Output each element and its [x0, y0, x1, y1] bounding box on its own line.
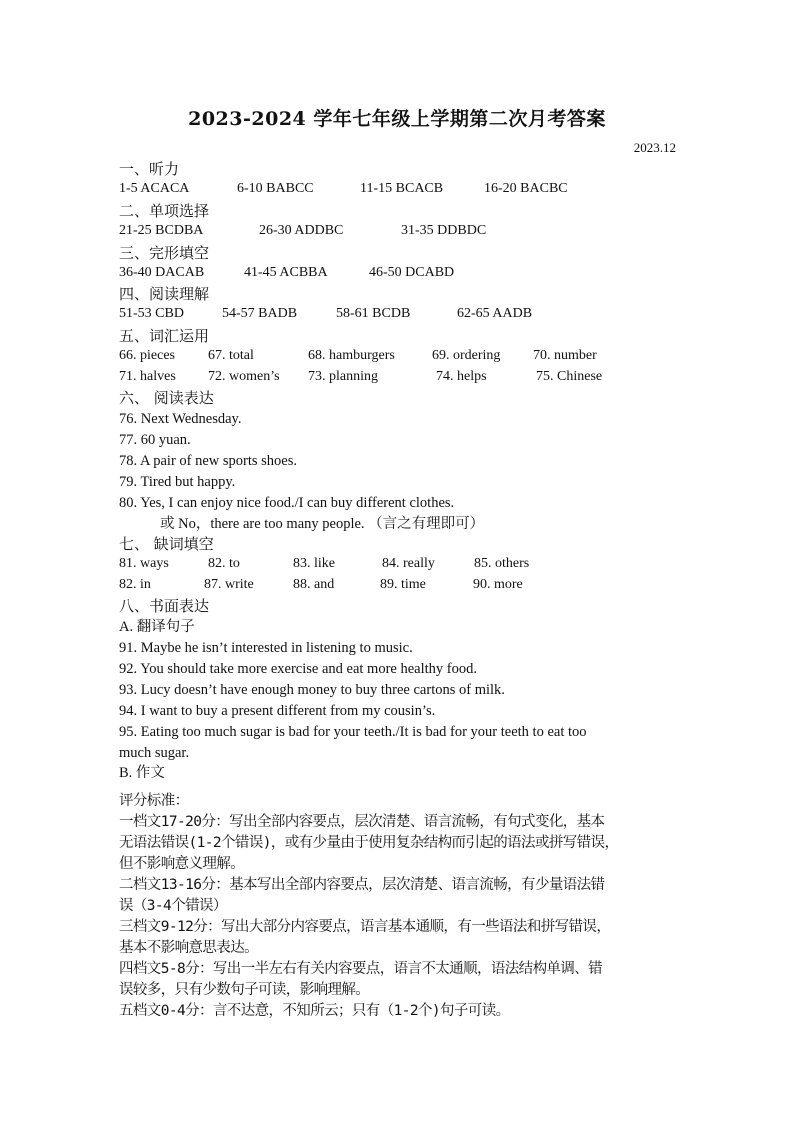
date-label: 2023.12: [633, 140, 676, 155]
answer-line: 78. A pair of new sports shoes.: [119, 453, 298, 469]
answer-group: 54-57 BADB: [222, 306, 298, 321]
vocab-answer: 73. planning: [308, 369, 378, 384]
answer-group: 16-20 BACBC: [484, 181, 568, 196]
vocab-answer: 69. ordering: [432, 348, 501, 363]
translation-answer: 92. You should take more exercise and eat more healthy food.: [119, 661, 477, 677]
translation-answer: 91. Maybe he isn’t interested in listening to music.: [119, 640, 413, 656]
section-heading-listening: 一、听力: [119, 160, 180, 178]
blank-answer: 82. in: [119, 577, 151, 592]
subsection-composition: B. 作文: [119, 765, 165, 781]
answer-group: 58-61 BCDB: [336, 306, 411, 321]
answer-group: 41-45 ACBBA: [244, 265, 328, 280]
answer-line-alternative: 或 No，there are too many people. （言之有理即可）: [160, 516, 485, 532]
translation-answer: 95. Eating too much sugar is bad for your teeth./It is bad for your teeth to eat too: [119, 724, 587, 740]
criteria-line: 三档文9-12分：写出大部分内容要点，语言基本通顺，有一些语法和拼写错误，: [119, 919, 611, 935]
answer-group: 1-5 ACACA: [119, 181, 190, 196]
section-heading-writing: 八、书面表达: [119, 597, 210, 615]
vocab-answer: 72. women’s: [208, 369, 280, 384]
blank-answer: 84. really: [382, 556, 435, 571]
vocab-answer: 74. helps: [436, 369, 487, 384]
answer-group: 46-50 DCABD: [369, 265, 455, 280]
subsection-translation: A. 翻译句子: [119, 619, 195, 635]
criteria-line: 二档文13-16分：基本写出全部内容要点，层次清楚、语言流畅，有少量语法错: [119, 877, 605, 893]
vocab-answer: 70. number: [533, 348, 597, 363]
section-heading-reading-expression: 六、 阅读表达: [119, 389, 214, 407]
vocab-answer: 75. Chinese: [536, 369, 603, 384]
criteria-line: 一档文17-20分：写出全部内容要点，层次清楚、语言流畅，有句式变化，基本: [119, 814, 605, 830]
criteria-title: 评分标准：: [119, 793, 189, 809]
blank-answer: 85. others: [474, 556, 530, 571]
translation-answer: 93. Lucy doesn’t have enough money to buy three cartons of milk.: [119, 682, 505, 698]
answer-group: 21-25 BCDBA: [119, 223, 204, 238]
criteria-line: 基本不影响意思表达。: [119, 940, 258, 956]
translation-answer-continued: much sugar.: [119, 745, 190, 761]
answer-group: 6-10 BABCC: [237, 181, 314, 196]
blank-answer: 82. to: [208, 556, 240, 571]
answer-group: 36-40 DACAB: [119, 265, 205, 280]
answer-line: 76. Next Wednesday.: [119, 411, 242, 427]
blank-answer: 87. write: [204, 577, 254, 592]
page-title: 2023-2024 学年七年级上学期第二次月考答案: [188, 108, 606, 130]
answer-group: 31-35 DDBDC: [401, 223, 487, 238]
answer-group: 11-15 BCACB: [360, 181, 444, 196]
section-heading-single-choice: 二、单项选择: [119, 202, 210, 220]
vocab-answer: 67. total: [208, 348, 254, 363]
blank-answer: 88. and: [293, 577, 335, 592]
criteria-line: 四档文5-8分：写出一半左右有关内容要点，语言不太通顺，语法结构单调、错: [119, 961, 603, 977]
vocab-answer: 68. hamburgers: [308, 348, 395, 363]
criteria-line: 五档文0-4分：言不达意，不知所云；只有（1-2个)句子可读。: [119, 1003, 510, 1019]
criteria-line: 但不影响意义理解。: [119, 856, 245, 872]
section-heading-vocabulary: 五、词汇运用: [119, 327, 210, 345]
answer-line: 77. 60 yuan.: [119, 432, 191, 448]
blank-answer: 90. more: [473, 577, 523, 592]
answer-line: 80. Yes, I can enjoy nice food./I can buy different clothes.: [119, 495, 455, 511]
section-heading-reading: 四、阅读理解: [119, 285, 210, 303]
answer-group: 26-30 ADDBC: [259, 223, 344, 238]
translation-answer: 94. I want to buy a present different from my cousin’s.: [119, 703, 436, 719]
blank-answer: 83. like: [293, 556, 335, 571]
blank-answer: 81. ways: [119, 556, 169, 571]
criteria-line: 误（3-4个错误）: [119, 898, 227, 914]
criteria-line: 无语法错误(1-2个错误)，或有少量由于使用复杂结构而引起的语法或拼写错误，: [119, 835, 619, 851]
answer-group: 62-65 AADB: [457, 306, 533, 321]
blank-answer: 89. time: [380, 577, 426, 592]
section-heading-cloze: 三、完形填空: [119, 244, 210, 262]
grading-criteria: [119, 791, 679, 1022]
answer-line: 79. Tired but happy.: [119, 474, 236, 490]
answer-group: 51-53 CBD: [119, 306, 184, 321]
section-heading-fill-blanks: 七、 缺词填空: [119, 535, 214, 553]
criteria-line: 误较多，只有少数句子可读，影响理解。: [119, 982, 370, 998]
vocab-answer: 71. halves: [119, 369, 176, 384]
vocab-answer: 66. pieces: [119, 348, 175, 363]
